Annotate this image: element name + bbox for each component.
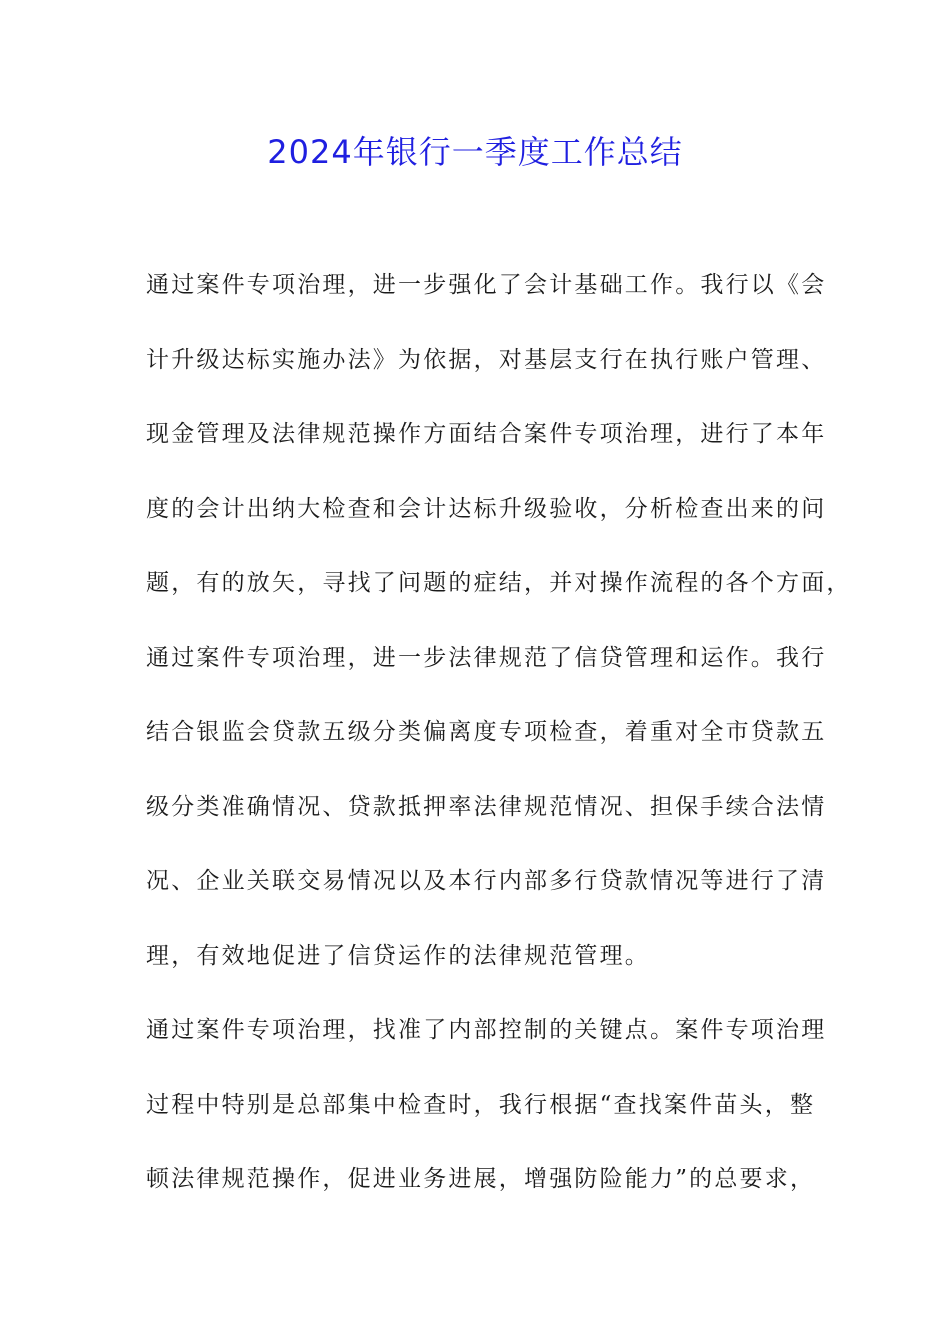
body-line: 顿法律规范操作，促进业务进展，增强防险能力”的总要求， bbox=[146, 1166, 816, 1192]
document-body bbox=[146, 263, 852, 1232]
body-line: 计升级达标实施办法》为依据，对基层支行在执行账户管理、 bbox=[146, 346, 827, 373]
body-line: 现金管理及法律规范操作方面结合案件专项治理，进行了本年 bbox=[146, 421, 827, 447]
body-line: 题，有的放矢，寻找了问题的症结，并对操作流程的各个方面， bbox=[146, 570, 852, 596]
body-line: 理，有效地促进了信贷运作的法律规范管理。 bbox=[146, 942, 650, 969]
body-line: 结合银监会贷款五级分类偏离度专项检查，着重对全市贷款五 bbox=[146, 719, 827, 745]
body-line: 况、企业关联交易情况以及本行内部多行贷款情况等进行了清 bbox=[146, 868, 827, 894]
body-line: 度的会计出纳大检查和会计达标升级验收，分析检查出来的问 bbox=[146, 495, 827, 522]
body-line: 通过案件专项治理，进一步法律规范了信贷管理和运作。我行 bbox=[146, 644, 827, 671]
document-title: 2024年银行一季度工作总结 bbox=[267, 133, 683, 171]
body-line: 过程中特别是总部集中检查时，我行根据“查找案件苗头，整 bbox=[146, 1091, 816, 1118]
body-line: 级分类准确情况、贷款抵押率法律规范情况、担保手续合法情 bbox=[146, 793, 827, 820]
body-line: 通过案件专项治理，进一步强化了会计基础工作。我行以《会 bbox=[146, 272, 827, 298]
body-line: 通过案件专项治理，找准了内部控制的关键点。案件专项治理 bbox=[146, 1017, 827, 1043]
